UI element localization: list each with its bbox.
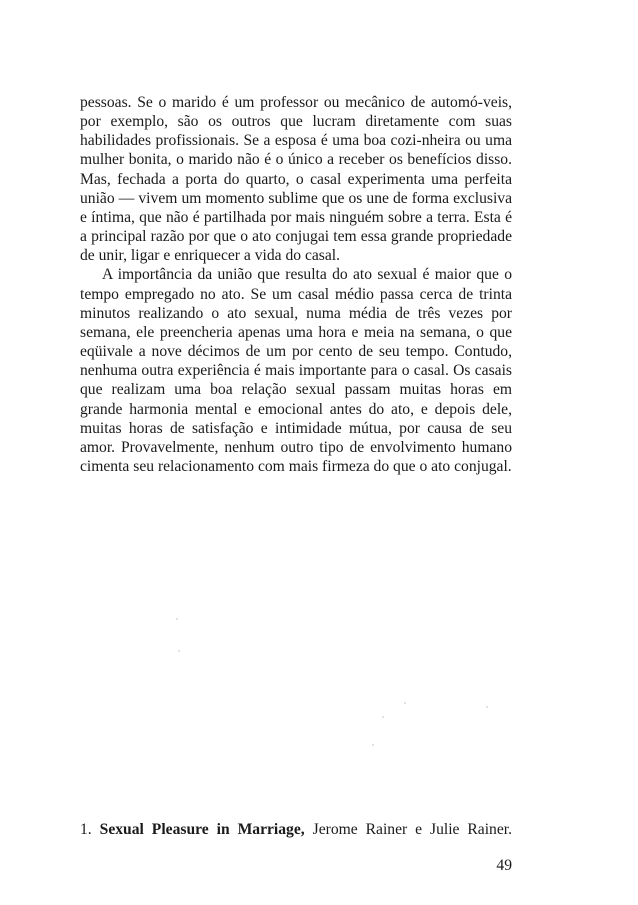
footnote-authors: Jerome Rainer e Julie Rainer. — [312, 821, 513, 838]
paragraph-importance: A importância da união que resulta do ato sexual é maior que o tempo empregado no ato. Se um casal médio passa cerca de trinta minutos realizando o ato sexual, numa média de três vezes por semana, ele preencheria apenas uma hora e meia na semana, o que eqüivale a nove décimos de um por cento de seu tempo. Contudo, nenhuma outra experiência é mais importante para o casal. Os casais que realizam uma boa relação sexual passam muitas horas em grande harmonia mental e emocional antes do ato, e depois dele, muitas horas de satisfação e intimidade mútua, por causa de seu amor. Provavelmente, nenhum outro tipo de envolvimento humano cimenta seu relacionamento com mais firmeza do que o ato conjugal. — [80, 266, 512, 475]
footnote-title: Sexual Pleasure in Marriage, — [99, 821, 305, 838]
scan-speck — [176, 618, 178, 620]
scan-speck — [404, 702, 406, 704]
scan-speck — [486, 706, 488, 708]
page-number: 49 — [496, 857, 512, 874]
paragraph-continuation: pessoas. Se o marido é um professor ou mecânico de automó-veis, por exemplo, são os outros que lucram diretamente com suas habilidades profissionais. Se a esposa é uma boa cozi-nheira ou uma mulher bonita, o marido não é o único a receber os benefícios disso. Mas, fechada a porta do quarto, o casal experimenta uma perfeita união — vivem um momento sublime que os une de forma exclusiva e íntima, que não é partilhada por mais ninguém sobre a terra. Esta é a principal razão por que o ato conjugai tem essa grande propriedade de unir, ligar e enriquecer a vida do casal. — [80, 94, 512, 265]
scan-speck — [178, 650, 180, 652]
scan-speck — [372, 744, 374, 746]
footnote — [80, 820, 512, 839]
scan-speck — [382, 716, 384, 718]
footnote-number: 1. — [80, 821, 92, 838]
body-text — [80, 93, 512, 476]
